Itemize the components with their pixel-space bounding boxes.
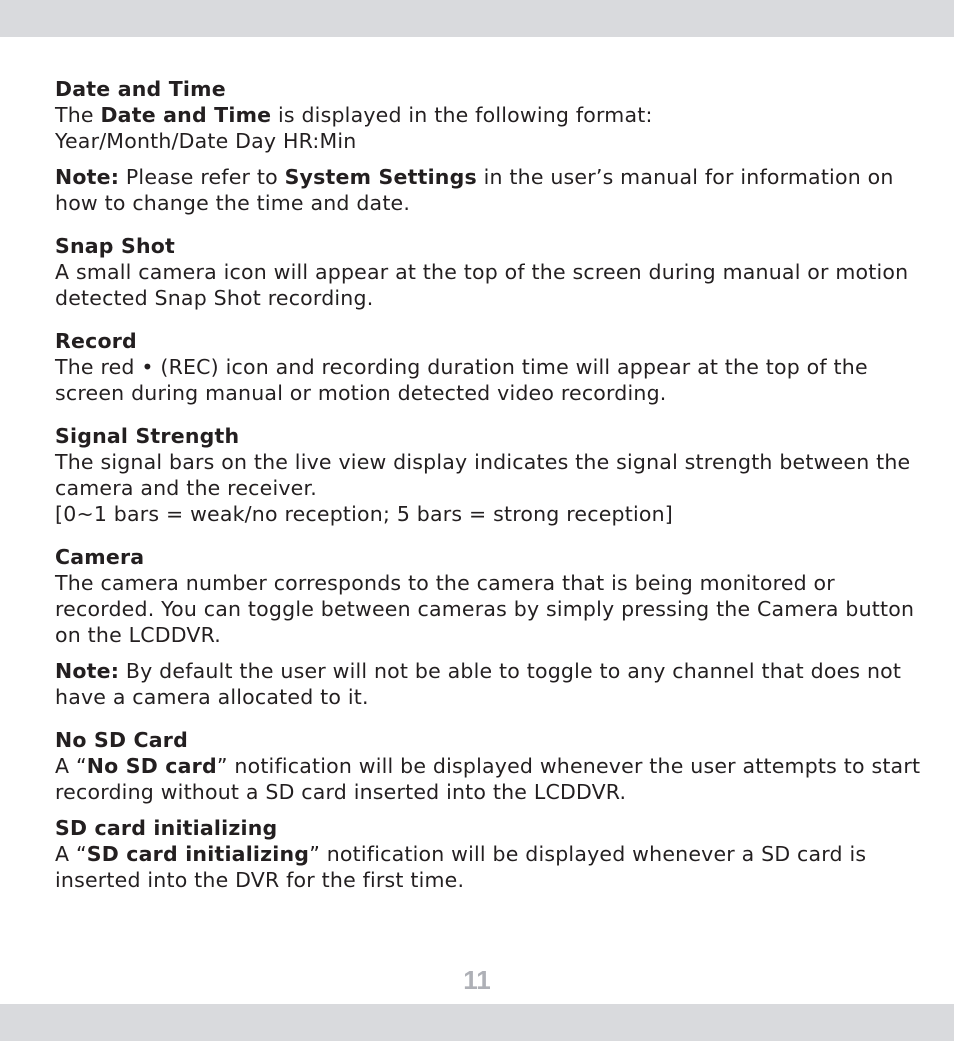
note-label: Note: [55,659,120,683]
text-fragment: A “ [55,754,87,778]
date-time-format-example: Year/Month/Date Day HR:Min [55,129,357,153]
text-fragment: in the user’s manual for information on how to change the time and date. [55,165,894,215]
section-heading-date-time: Date and Time [55,77,226,101]
text-fragment: is displayed in the following format: [271,103,653,127]
record-body: The red • (REC) icon and recording duration time will appear at the top of the screen during manual or motion detected video recording. [55,355,868,405]
date-time-format-text [55,102,925,128]
top-band [0,0,954,37]
section-heading-sd-init: SD card initializing [55,816,278,840]
section-heading-signal-strength: Signal Strength [55,424,240,448]
signal-strength-scale: [0~1 bars = weak/no reception; 5 bars = strong reception] [55,502,673,526]
text-fragment: By default the user will not be able to toggle to any channel that does not have a camera allocated to it. [55,659,902,709]
text-fragment: ” notification will be displayed whenever the user attempts to start recording without a SD card inserted into the LCDDVR. [55,754,921,804]
sd-init-body [55,841,925,893]
camera-body: The camera number corresponds to the camera that is being monitored or recorded. You can toggle between cameras by simply pressing the Camera button on the LCDDVR. [55,571,915,647]
text-fragment: A “ [55,842,87,866]
section-heading-snap-shot: Snap Shot [55,234,176,258]
camera-note [55,658,925,710]
snap-shot-body: A small camera icon will appear at the top of the screen during manual or motion detected Snap Shot recording. [55,260,909,310]
date-time-note [55,164,925,216]
section-heading-camera: Camera [55,545,145,569]
bold-term: No SD card [86,754,217,778]
section-heading-no-sd-card: No SD Card [55,728,188,752]
text-fragment: Please refer to [119,165,285,189]
bottom-band [0,1004,954,1041]
note-label: Note: [55,165,120,189]
text-fragment: ” notification will be displayed whenever a SD card is inserted into the DVR for the first time. [55,842,867,892]
manual-page-content [55,76,925,893]
page-number: 11 [463,965,491,995]
bold-term: SD card initializing [86,842,310,866]
bold-term: Date and Time [100,103,272,127]
text-fragment: The [55,103,101,127]
section-heading-record: Record [55,329,137,353]
bold-term: System Settings [284,165,477,189]
no-sd-card-body [55,753,925,805]
signal-strength-body: The signal bars on the live view display indicates the signal strength between the camera and the receiver. [55,450,911,500]
